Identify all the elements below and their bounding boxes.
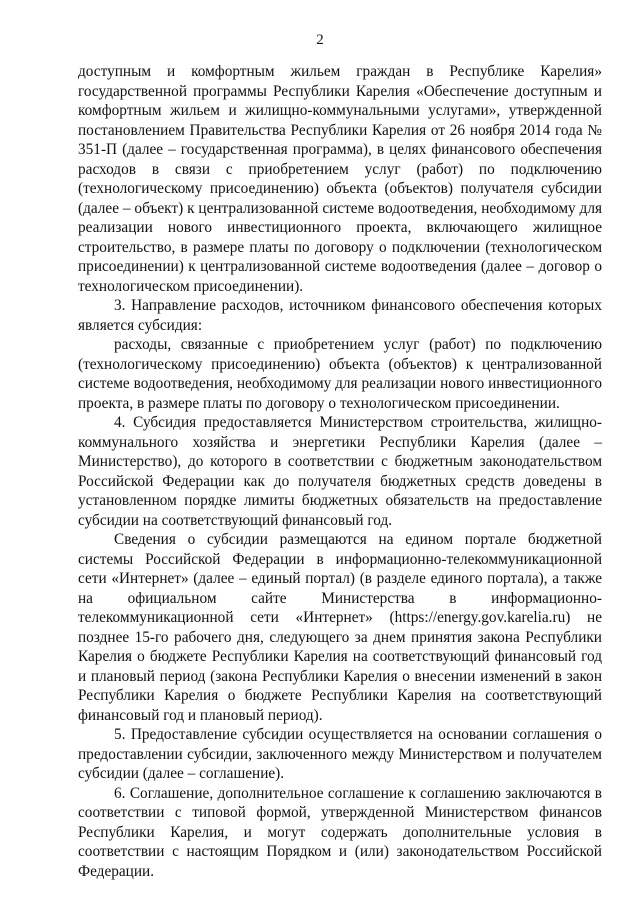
document-body — [78, 62, 602, 881]
paragraph-item-3-expenses: расходы, связанные с приобретением услуг (работ) по подключению (технологическому присоединению) объекта (объектов) к централизованной системе водоотведения, необходимому для реализации нового инвестиционного проекта, в размере платы по договору о технологическом присоединении. — [78, 336, 602, 412]
paragraph-item-5: 5. Предоставление субсидии осуществляется на основании соглашения о предоставлении субсидии, заключенного между Министерством и получателем субсидии (далее – соглашение). — [78, 726, 602, 782]
paragraph-1: доступным и комфортным жильем граждан в Республике Карелия» государственной программы Республики Карелия «Обеспечение доступным и комфортным жильем и жилищно-коммунальными услугами», утвержденной постановлением Правительства Республики Карелия от 26 ноября 2014 года № 351-П (далее – государственная программа), в целях финансового обеспечения расходов в связи с приобретением услуг (работ) по подключению (технологическому присоединению) объекта (объектов) получателя субсидии (далее – объект) к централизованной системе водоотведения, необходимому для реализации нового инвестиционного проекта, включающего жилищное строительство, в размере платы по договору о подключении (технологическом присоединении) к централизованной системе водоотведения (далее – договор о технологическом присоединении). — [78, 63, 602, 295]
paragraph-subsidy-info: Сведения о субсидии размещаются на едином портале бюджетной системы Российской Федерации в информационно-телекоммуникационной сети «Интернет» (далее – единый портал) (в разделе единого портала), а также на официальном сайте Министерства в информационно-телекоммуникационной сети «Интернет» (https://energy.gov.karelia.ru) не позднее 15-го рабочего дня, следующего за днем принятия закона Республики Карелия о бюджете Республики Карелия на соответствующий финансовый год и плановый период (закона Республики Карелия о внесении изменений в закон Республики Карелия о бюджете Республики Карелия на соответствующий финансовый год и плановый период). — [78, 531, 602, 724]
page-number: 2 — [316, 32, 324, 48]
paragraph-item-3: 3. Направление расходов, источником финансового обеспечения которых является субсидия: — [78, 297, 602, 334]
paragraph-item-6: 6. Соглашение, дополнительное соглашение к соглашению заключаются в соответствии с типовой формой, утвержденной Министерством финансов Республики Карелия, и могут содержать дополнительные условия в соответствии с настоящим Порядком и (или) законодательством Российской Федерации. — [78, 784, 602, 880]
paragraph-item-4: 4. Субсидия предоставляется Министерством строительства, жилищно-коммунального хозяйства и энергетики Республики Карелия (далее – Министерство), до которого в соответствии с бюджетным законодательством Российской Федерации как до получателя бюджетных средств доведены в установленном порядке лимиты бюджетных обязательств на предоставление субсидии на соответствующий финансовый год. — [78, 414, 602, 529]
